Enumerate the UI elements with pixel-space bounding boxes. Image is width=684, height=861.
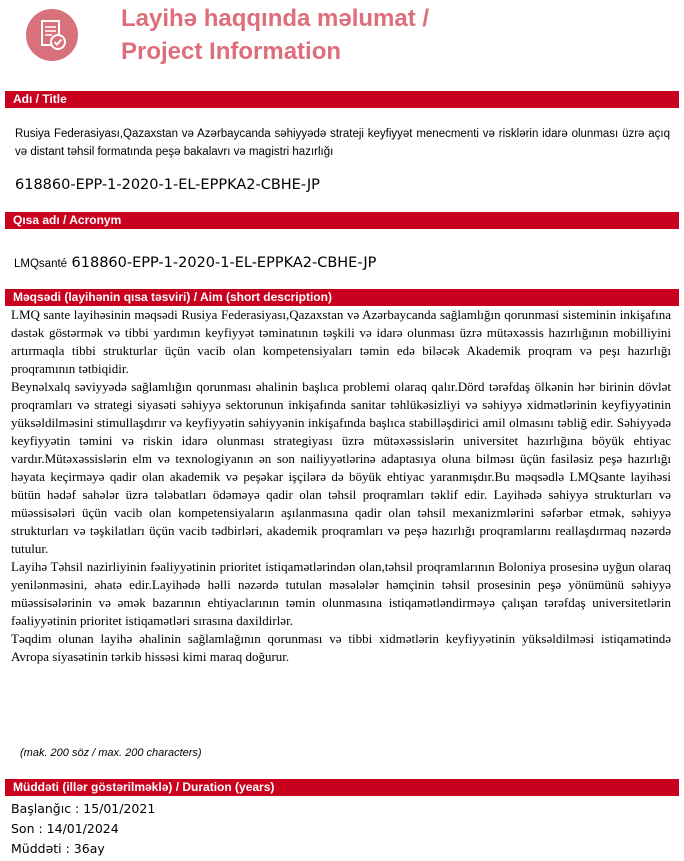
project-title-text: Rusiya Federasiyası,Qazaxstan və Azərbaycanda səhiyyədə strateji keyfiyyət menecmenti və risklərin idarə olunması üzrə açıq və distant təhsil formatında peşə bakalavrı və magistri hazırlığı [15, 128, 670, 158]
acronym-line [14, 254, 376, 272]
length-note: (mak. 200 söz / max. 200 characters) [20, 747, 202, 759]
duration-section-header: Müddəti (illər göstərilməklə) / Duration (years) [5, 779, 679, 796]
page-title [121, 2, 429, 68]
aim-paragraph-3: Layihə Təhsil nazirliyinin fəaliyyətinin prioritet istiqamətlərindən olan,təhsil proqramlarının Boloniya prosesinə uyğun olaraq yenilənməsini, əhatə edir.Layihədə həlli nəzərdə tutulan məsələlər həmçinin təhsil prosesinin peşə yönümünü səhiyyə müəssisələrinin və əmək bazarının ehtiyaclarının təmin olunmasına istiqamətləndirməyə çalışan tərəfdaş universitetlərin fəaliyyətinin prioritet istiqamətləri sırasına daxildirlər. [11, 559, 671, 628]
title-line-2: Project Information [121, 38, 342, 65]
start-date: Başlanğıc : 15/01/2021 [11, 801, 156, 816]
title-section-header: Adı / Title [5, 91, 679, 108]
aim-paragraph-1: LMQ sante layihəsinin məqsədi Rusiya Federasiyası,Qazaxstan və Azərbaycanda sağlamlığın qorunmasi sisteminin inkişafına dəstək göstərmək və tibbi yardımın keyfiyyət təminatının təşkili və idarə olunması üzrə mütəxəssis hazırlığının mobilliyini artırmaqla tibbi strukturlar üçün vacib olan kompetensiyaları təmin edə biləcək Akademik proqram və peşı hazırlığı proqramının tətbiqidir. [11, 307, 671, 376]
aim-paragraph-4: Təqdim olunan layihə əhalinin sağlamlağının qorunması və tibbi xidmətlərin keyfiyyətinin yüksəldilməsi istiqamətində Avropa siyasətinin tərkib hissəsi kimi maraq doğurur. [11, 631, 671, 664]
end-date: Son : 14/01/2024 [11, 821, 119, 836]
title-line-1: Layihə haqqında məlumat / [121, 5, 430, 32]
document-check-icon [26, 9, 78, 61]
aim-description [11, 306, 671, 666]
aim-section-header: Məqsədi (layihənin qısa təsviri) / Aim (short description) [5, 289, 679, 306]
aim-paragraph-2: Beynəlxalq səviyyədə sağlamlığın qorunması əhalinin başlıca problemi olaraq qalır.Dörd tərəfdaş ölkənin hər birinin dövlət proqramları və strategi siyasəti səhiyyə sektorunun inkişafında sanitar təhlükəsizliyi və səhiyyə xidmətlərinin keyfiyyətinin yüksəldilməsini stimullaşdırır və keyfiyyətin səhiyyənin inkişafında başlıca stabilləşdirici amil olmasını təbliğ edir. Səhiyyədə keyfiyyətin təmini və riskin idarə olunması strategiyası üzrə mütəxəssislərin universitet hazırlığına böyük ehtiyac vardır.Mütəxəssislərin elm və texnologiyanın ən son nailiyyətlərinə adaptasıya oluna bilməsı üçün fasiləsiz peşə hazırlığı həyata keçirməyə qadir olan akademik və peşəkar işçilərə də böyük ehtiyac yaranmışdır.Bu məqsədlə LMQsante layihəsi bütün hədəf sahələr üzrə tələbatları ödəməyə qadir olan təhsil proqramları təklif edir. Layihədə səhiyyə strukturları və müəssisələri üçün vacib olan kompetensiyaların aşılanmasına qadir olan təhsil mexanizmlərini səfərbər etmək, səhiyyə strukturları və təşkilatları üçün vacib tədbirləri, akademik proqramları və peşə hazırlığı proqramlarını reallaşdırmaq nəzərdə tutulur. [11, 379, 671, 556]
acronym-section-header: Qısa adı / Acronym [5, 212, 679, 229]
project-code: 618860-EPP-1-2020-1-EL-EPPKA2-CBHE-JP [15, 177, 320, 193]
acronym-prefix: LMQsanté [14, 258, 68, 270]
duration-total: Müddəti : 36ay [11, 841, 105, 856]
acronym-code: 618860-EPP-1-2020-1-EL-EPPKA2-CBHE-JP [71, 255, 377, 271]
